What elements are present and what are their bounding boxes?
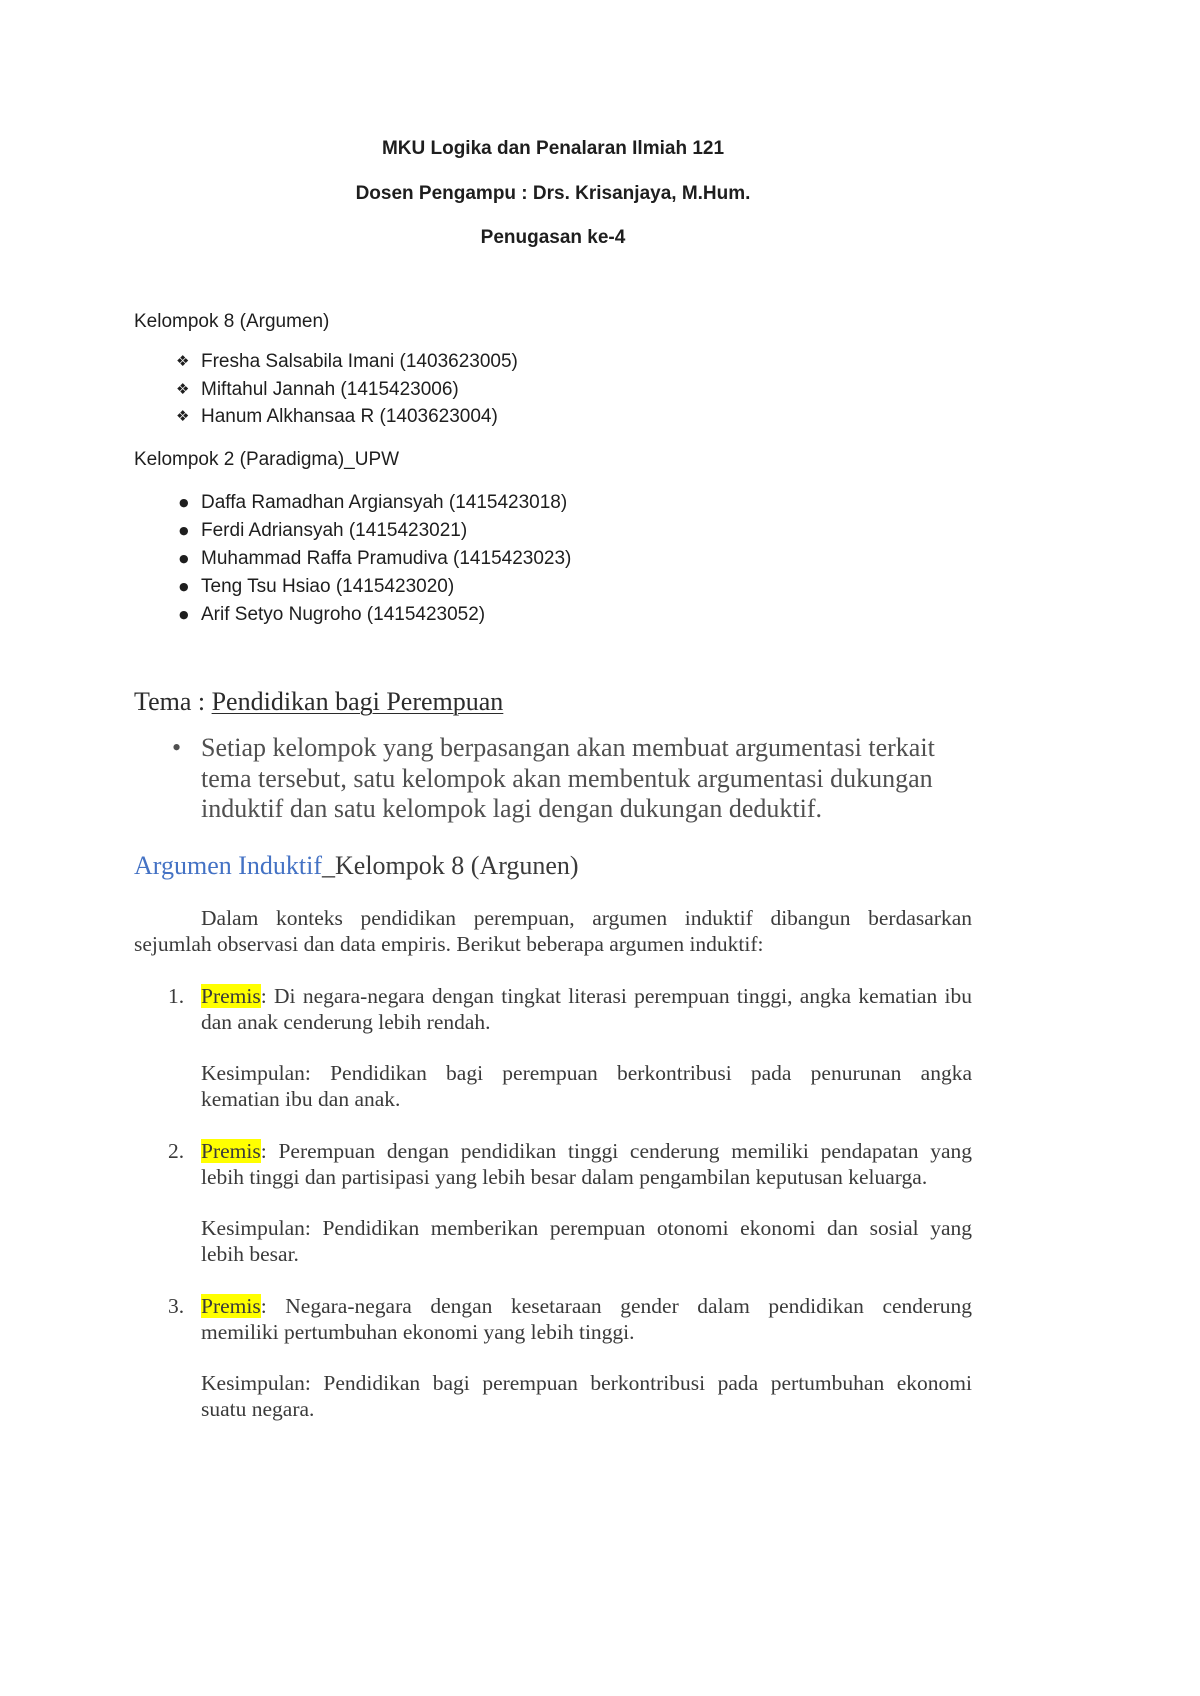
premise-label: Premis <box>201 1294 261 1318</box>
premise-label: Premis <box>201 1139 261 1163</box>
disc-bullet-icon: ● <box>179 580 189 593</box>
member-name: Arif Setyo Nugroho (1415423052) <box>201 604 486 625</box>
conclusion-line: lebih besar. <box>201 1242 299 1266</box>
member-list <box>179 489 572 629</box>
premise-label: Premis <box>201 984 261 1008</box>
group-title: Kelompok 2 (Paradigma)_UPW <box>134 449 400 470</box>
premise-text: : Di negara-negara dengan tingkat literasi perempuan tinggi, angka kematian ibu <box>260 984 972 1008</box>
theme-description-text: Setiap kelompok yang berpasangan akan membuat argumentasi terkait tema tersebut, satu kelompok akan membentuk argumentasi dukungan induktif dan satu kelompok lagi dengan dukungan deduktif. <box>201 733 935 823</box>
diamond-bullet-icon: ❖ <box>176 379 190 398</box>
member-item <box>179 573 571 601</box>
argument-item <box>168 983 972 1112</box>
group-title: Kelompok 8 (Argumen) <box>134 311 330 332</box>
member-item <box>179 517 571 545</box>
item-number: 3. <box>168 1294 185 1318</box>
member-name: Teng Tsu Hsiao (1415423020) <box>201 576 455 597</box>
section-heading-rest: _Kelompok 8 (Argunen) <box>322 851 579 880</box>
member-item <box>176 348 518 376</box>
premise-line: memiliki pertumbuhan ekonomi yang lebih tinggi. <box>201 1320 635 1344</box>
theme-label: Tema : <box>134 687 212 716</box>
premise-line: dan anak cenderung lebih rendah. <box>201 1010 491 1034</box>
conclusion-line: Kesimpulan: Pendidikan bagi perempuan berkontribusi pada penurunan angka <box>201 1061 972 1085</box>
argument-item <box>168 1138 972 1267</box>
premise-text: : Perempuan dengan pendidikan tinggi cenderung memiliki pendapatan yang <box>260 1139 972 1163</box>
conclusion-line: Kesimpulan: Pendidikan memberikan perempuan otonomi ekonomi dan sosial yang <box>201 1216 972 1240</box>
argument-item <box>168 1293 972 1422</box>
member-name: Daffa Ramadhan Argiansyah (1415423018) <box>201 492 568 513</box>
item-number: 2. <box>168 1139 185 1163</box>
theme-topic: Pendidikan bagi Perempuan <box>211 687 504 716</box>
premise-line <box>201 1293 972 1319</box>
course-title: MKU Logika dan Penalaran Ilmiah 121 <box>381 138 725 159</box>
lecturer-line: Dosen Pengampu : Drs. Krisanjaya, M.Hum. <box>355 183 751 204</box>
theme-line <box>134 687 503 717</box>
theme-description <box>172 733 972 825</box>
disc-bullet-icon: ● <box>179 608 189 621</box>
member-name: Ferdi Adriansyah (1415423021) <box>201 520 468 541</box>
member-item <box>179 545 572 573</box>
premise-text: : Negara-negara dengan kesetaraan gender dalam pendidikan cenderung <box>260 1294 972 1318</box>
conclusion-line: kematian ibu dan anak. <box>201 1087 401 1111</box>
member-item <box>179 489 571 517</box>
conclusion-line: Kesimpulan: Pendidikan bagi perempuan berkontribusi pada pertumbuhan ekonomi <box>201 1371 972 1395</box>
premise-line <box>201 983 972 1009</box>
member-name: Muhammad Raffa Pramudiva (1415423023) <box>201 548 572 569</box>
member-item <box>179 601 571 629</box>
diamond-bullet-icon: ❖ <box>176 407 190 425</box>
intro-line: sejumlah observasi dan data empiris. Berikut beberapa argumen induktif: <box>134 932 764 956</box>
diamond-bullet-icon: ❖ <box>176 352 190 370</box>
intro-line: Dalam konteks pendidikan perempuan, argumen induktif dibangun berdasarkan <box>201 906 972 930</box>
disc-bullet-icon: ● <box>179 524 189 537</box>
disc-bullet-icon: ● <box>179 552 189 565</box>
member-item <box>176 403 518 431</box>
item-number: 1. <box>168 984 185 1008</box>
member-item <box>176 376 518 404</box>
member-name: Fresha Salsabila Imani (1403623005) <box>201 351 518 372</box>
disc-bullet-icon: ● <box>179 496 189 509</box>
section-heading <box>134 851 579 881</box>
premise-line: lebih tinggi dan partisipasi yang lebih besar dalam pengambilan keputusan keluarga. <box>201 1165 928 1189</box>
member-list <box>176 348 518 431</box>
conclusion-line: suatu negara. <box>201 1397 315 1421</box>
assignment-title: Penugasan ke-4 <box>480 227 626 248</box>
section-heading-accent: Argumen Induktif <box>134 851 322 880</box>
member-name: Hanum Alkhansaa R (1403623004) <box>201 406 498 427</box>
premise-line <box>201 1138 972 1164</box>
intro-paragraph <box>134 905 972 957</box>
member-name: Miftahul Jannah (1415423006) <box>201 378 459 400</box>
dot-bullet-icon: • <box>172 733 182 762</box>
